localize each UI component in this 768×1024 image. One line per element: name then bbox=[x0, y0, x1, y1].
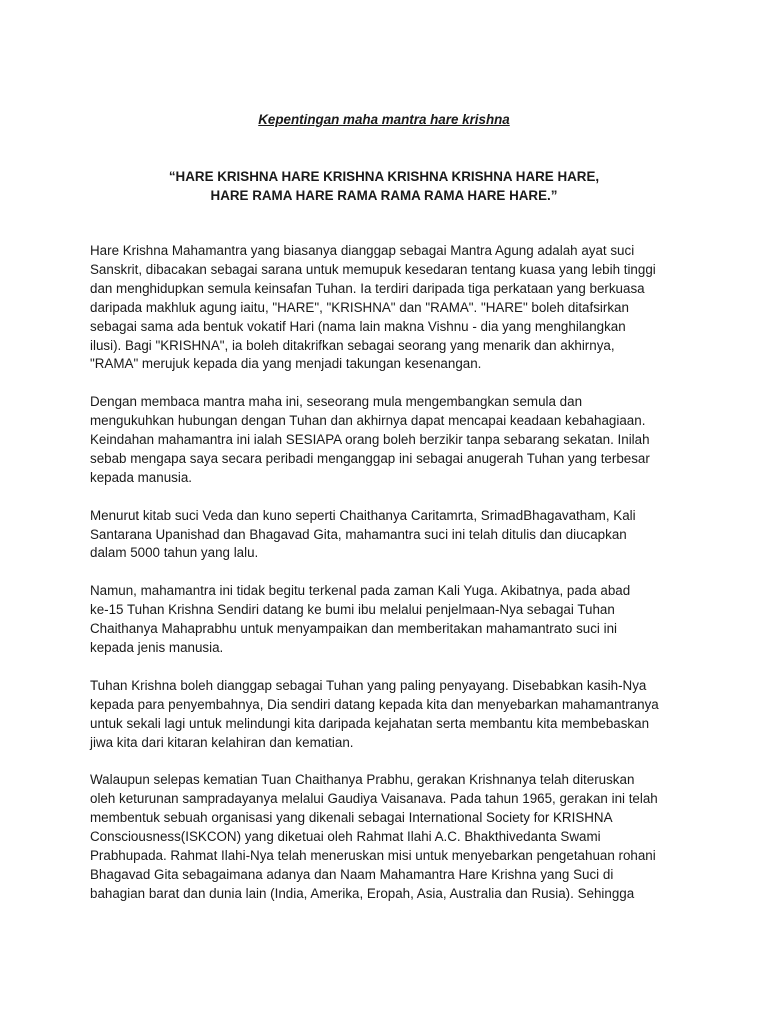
text-line: mengukuhkan hubungan dengan Tuhan dan akhirnya dapat mencapai keadaan kebahagiaan. bbox=[90, 413, 646, 429]
mantra-line: “HARE KRISHNA HARE KRISHNA KRISHNA KRISHNA HARE HARE, bbox=[168, 169, 600, 184]
mantra-block bbox=[0, 167, 768, 205]
paragraph-5 bbox=[90, 677, 690, 753]
text-line: ke-15 Tuhan Krishna Sendiri datang ke bumi ibu melalui penjelmaan-Nya sebagai Tuhan bbox=[90, 602, 615, 618]
paragraph-4 bbox=[90, 582, 690, 658]
text-line: Bhagavad Gita sebagaimana adanya dan Naam Mahamantra Hare Krishna yang Suci di bbox=[90, 866, 614, 882]
document-title: Kepentingan maha mantra hare krishna bbox=[258, 112, 510, 127]
text-line: dan menghidupkan semula keinsafan Tuhan. Ia terdiri daripada tiga perkataan yang berkuasa bbox=[90, 280, 645, 296]
text-line: Consciousness(ISKCON) yang diketuai oleh Rahmat Ilahi A.C. Bhakthivedanta Swami bbox=[90, 829, 601, 845]
text-line: dalam 5000 tahun yang lalu. bbox=[90, 545, 259, 561]
text-line: Tuhan Krishna boleh dianggap sebagai Tuhan yang paling penyayang. Disebabkan kasih-Nya bbox=[90, 677, 647, 693]
text-line: ilusi). Bagi "KRISHNA", ia boleh ditakrifkan sebagai seorang yang menarik dan akhirnya, bbox=[90, 337, 615, 353]
text-line: untuk sekali lagi untuk melindungi kita daripada kejahatan serta membantu kita membebaskan bbox=[90, 715, 650, 731]
text-line: daripada makhluk agung iaitu, "HARE", "KRISHNA" dan "RAMA". "HARE" boleh ditafsirkan bbox=[90, 299, 629, 315]
text-line: Prabhupada. Rahmat Ilahi-Nya telah meneruskan misi untuk menyebarkan pengetahuan rohani bbox=[90, 847, 656, 863]
text-line: sebagai sama ada bentuk vokatif Hari (nama lain makna Vishnu - dia yang menghilangkan bbox=[90, 318, 626, 334]
text-line: Santarana Upanishad dan Bhagavad Gita, mahamantra suci ini telah ditulis dan diucapkan bbox=[90, 526, 627, 542]
text-line: Walaupun selepas kematian Tuan Chaithanya Prabhu, gerakan Krishnanya telah diteruskan bbox=[90, 772, 635, 788]
text-line: oleh keturunan sampradayanya melalui Gaudiya Vaisanava. Pada tahun 1965, gerakan ini telah bbox=[90, 791, 658, 807]
text-line: Namun, mahamantra ini tidak begitu terkenal pada zaman Kali Yuga. Akibatnya, pada abad bbox=[90, 583, 631, 599]
text-line: bahagian barat dan dunia lain (India, Amerika, Eropah, Asia, Australia dan Rusia). Sehingga bbox=[90, 885, 635, 901]
paragraph-6 bbox=[90, 771, 690, 903]
text-line: kepada manusia. bbox=[90, 469, 192, 485]
text-line: Keindahan mahamantra ini ialah SESIAPA orang boleh berzikir tanpa sebarang sekatan. Inilah bbox=[90, 432, 650, 448]
text-line: kepada para penyembahnya, Dia sendiri datang kepada kita dan menyebarkan mahamantranya bbox=[90, 696, 659, 712]
text-line: Menurut kitab suci Veda dan kuno seperti Chaithanya Caritamrta, SrimadBhagavatham, Kali bbox=[90, 507, 636, 523]
text-line: Dengan membaca mantra maha ini, seseorang mula mengembangkan semula dan bbox=[90, 394, 583, 410]
text-line: sebab mengapa saya secara peribadi menganggap ini sebagai anugerah Tuhan yang terbesar bbox=[90, 450, 650, 466]
mantra-line: HARE RAMA HARE RAMA RAMA RAMA HARE HARE.” bbox=[210, 188, 558, 203]
text-line: membentuk sebuah organisasi yang dikenali sebagai International Society for KRISHNA bbox=[90, 810, 613, 826]
text-line: Sanskrit, dibacakan sebagai sarana untuk memupuk kesedaran tentang kuasa yang lebih tinggi bbox=[90, 261, 656, 277]
text-line: jiwa kita dari kitaran kelahiran dan kematian. bbox=[90, 734, 354, 750]
text-line: Hare Krishna Mahamantra yang biasanya dianggap sebagai Mantra Agung adalah ayat suci bbox=[90, 243, 635, 258]
document-body bbox=[90, 242, 690, 923]
paragraph-1 bbox=[90, 242, 690, 374]
text-line: Chaithanya Mahaprabhu untuk menyampaikan dan memberitakan mahamantrato suci ini bbox=[90, 621, 617, 637]
paragraph-3 bbox=[90, 507, 690, 564]
paragraph-2 bbox=[90, 393, 690, 488]
text-line: "RAMA" merujuk kepada dia yang menjadi takungan kesenangan. bbox=[90, 356, 482, 372]
text-line: kepada jenis manusia. bbox=[90, 639, 224, 655]
